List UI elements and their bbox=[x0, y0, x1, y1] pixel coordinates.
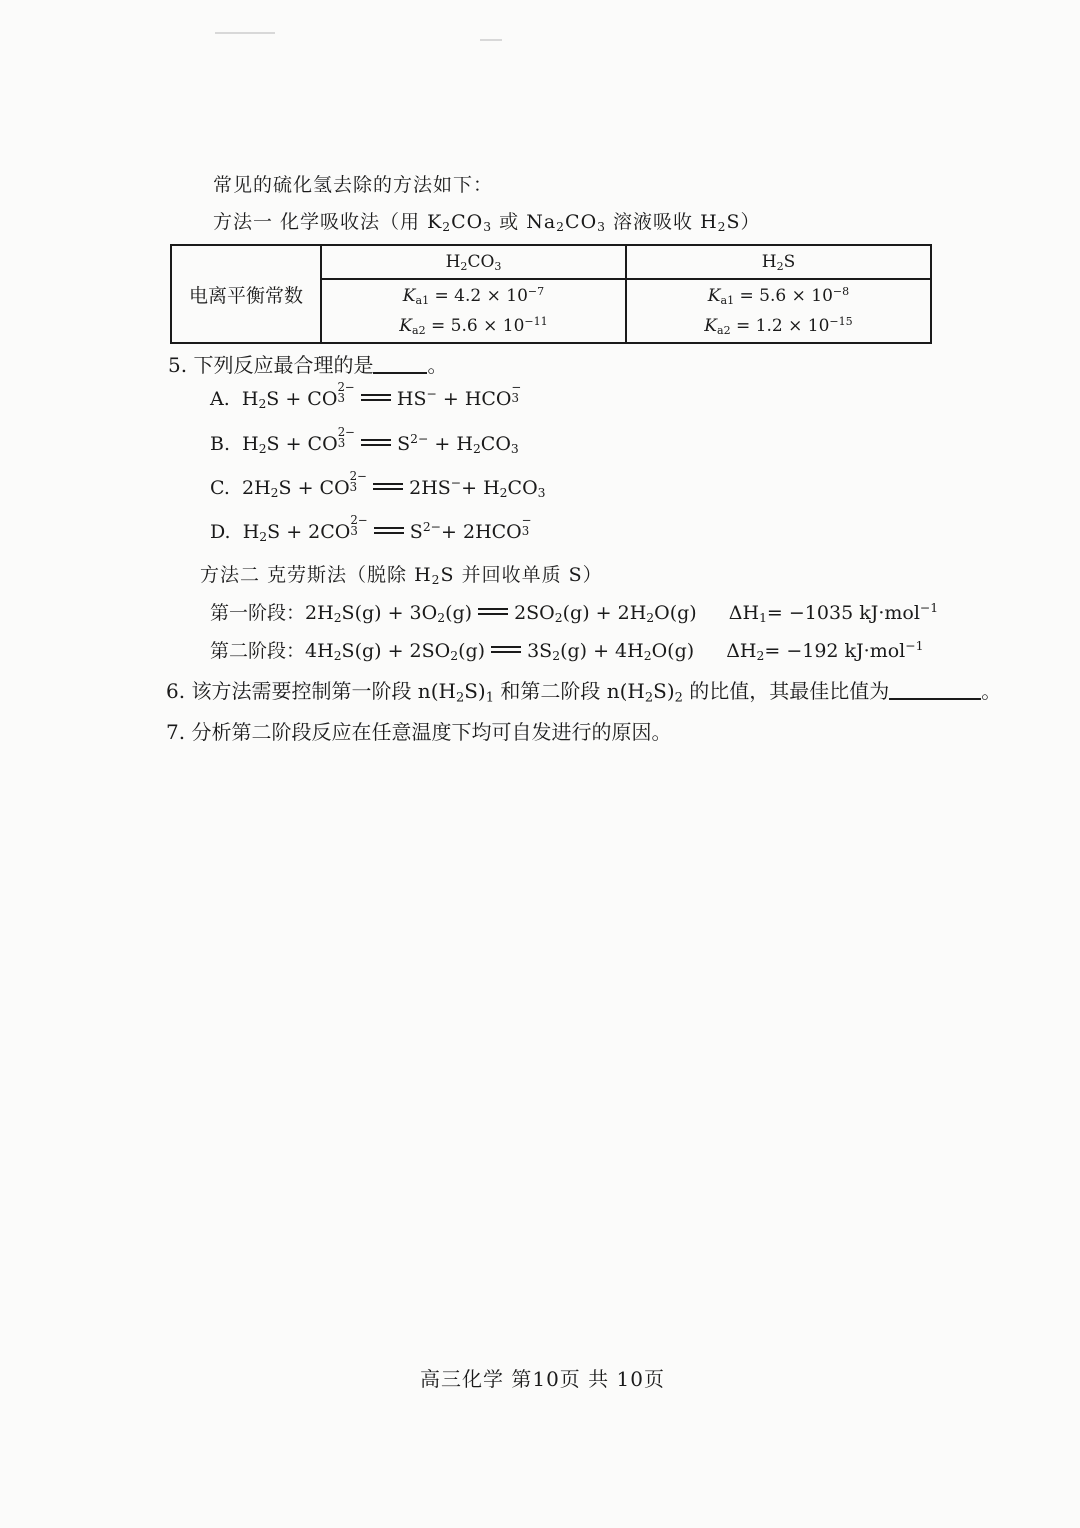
option-a: A. $H_2S$ + CO 2− 3 HS− + HCO − 3 bbox=[210, 379, 522, 412]
enthalpy-1: $\Delta H_1= -1035$ kJ·mol$^{-1}$ bbox=[728, 601, 939, 626]
header-h2co3: $H_2CO_3$ bbox=[321, 245, 626, 279]
page-footer: 高三化学 第10页 共 10页 bbox=[420, 1367, 665, 1391]
method-one-heading: 方法一 化学吸收法（用 $K_2CO_3$ 或 $Na_2CO_3$ 溶液吸收 $H_2S$） bbox=[213, 211, 761, 235]
option-c: C. $2H_2S$ + CO 2− 3 $2HS^-+ H_2CO_3$ bbox=[210, 468, 546, 501]
option-b: B. $H_2S$ + CO 2− 3 $S^{2-} + H_2CO_3$ bbox=[210, 424, 519, 457]
stage-one-reaction: 第一阶段：$2H_2S(g) + 3O_2(g) 2SO_2(g) + 2H_2O(g)$ $\Delta H_1= -1035$ kJ·mol$^{-1}$ bbox=[210, 601, 939, 626]
h2s-constants: $K_{a1} = 5.6 \times 10^{-8}$ $K_{a2} = 1.2 \times 10^{-15}$ bbox=[626, 279, 931, 343]
equals-arrow bbox=[373, 483, 403, 490]
equals-arrow bbox=[478, 608, 508, 615]
header-h2s: $H_2S$ bbox=[626, 245, 931, 279]
answer-blank bbox=[373, 372, 427, 374]
answer-blank bbox=[889, 698, 981, 700]
equals-arrow bbox=[491, 646, 521, 653]
scan-artifact bbox=[215, 32, 275, 34]
stage-two-reaction: 第二阶段：$4H_2S(g) + 2SO_2(g) 3S_2(g) + 4H_2O(g)$ $\Delta H_2= -192$ kJ·mol$^{-1}$ bbox=[210, 639, 924, 664]
equals-arrow bbox=[361, 439, 391, 446]
row-label: 电离平衡常数 bbox=[171, 245, 321, 343]
option-d: D. $H_2S + 2CO$ 2− 3 $S^{2-}+ 2HCO$ − 3 bbox=[210, 512, 532, 545]
equals-arrow bbox=[374, 527, 404, 534]
intro-text: 常见的硫化氢去除的方法如下： bbox=[213, 174, 494, 196]
equals-arrow bbox=[361, 394, 391, 401]
enthalpy-2: $\Delta H_2= -192$ kJ·mol$^{-1}$ bbox=[726, 639, 924, 664]
question-5: 5. 下列反应最合理的是 。 bbox=[168, 353, 448, 377]
question-7: 7. 分析第二阶段反应在任意温度下均可自发进行的原因。 bbox=[166, 720, 672, 744]
question-6: 6. 该方法需要控制第一阶段 $n(H_2S)_1$ 和第二阶段 $n(H_2S)_2$ 的比值，其最佳比值为 。 bbox=[166, 679, 1002, 706]
ionization-constant-table bbox=[170, 244, 932, 344]
h2co3-constants: $K_{a1} = 4.2 \times 10^{-7}$ $K_{a2} = 5.6 \times 10^{-11}$ bbox=[321, 279, 626, 343]
method-two-heading: 方法二 克劳斯法（脱除 $H_2S$ 并回收单质 S） bbox=[200, 564, 603, 588]
scan-artifact bbox=[480, 39, 502, 41]
